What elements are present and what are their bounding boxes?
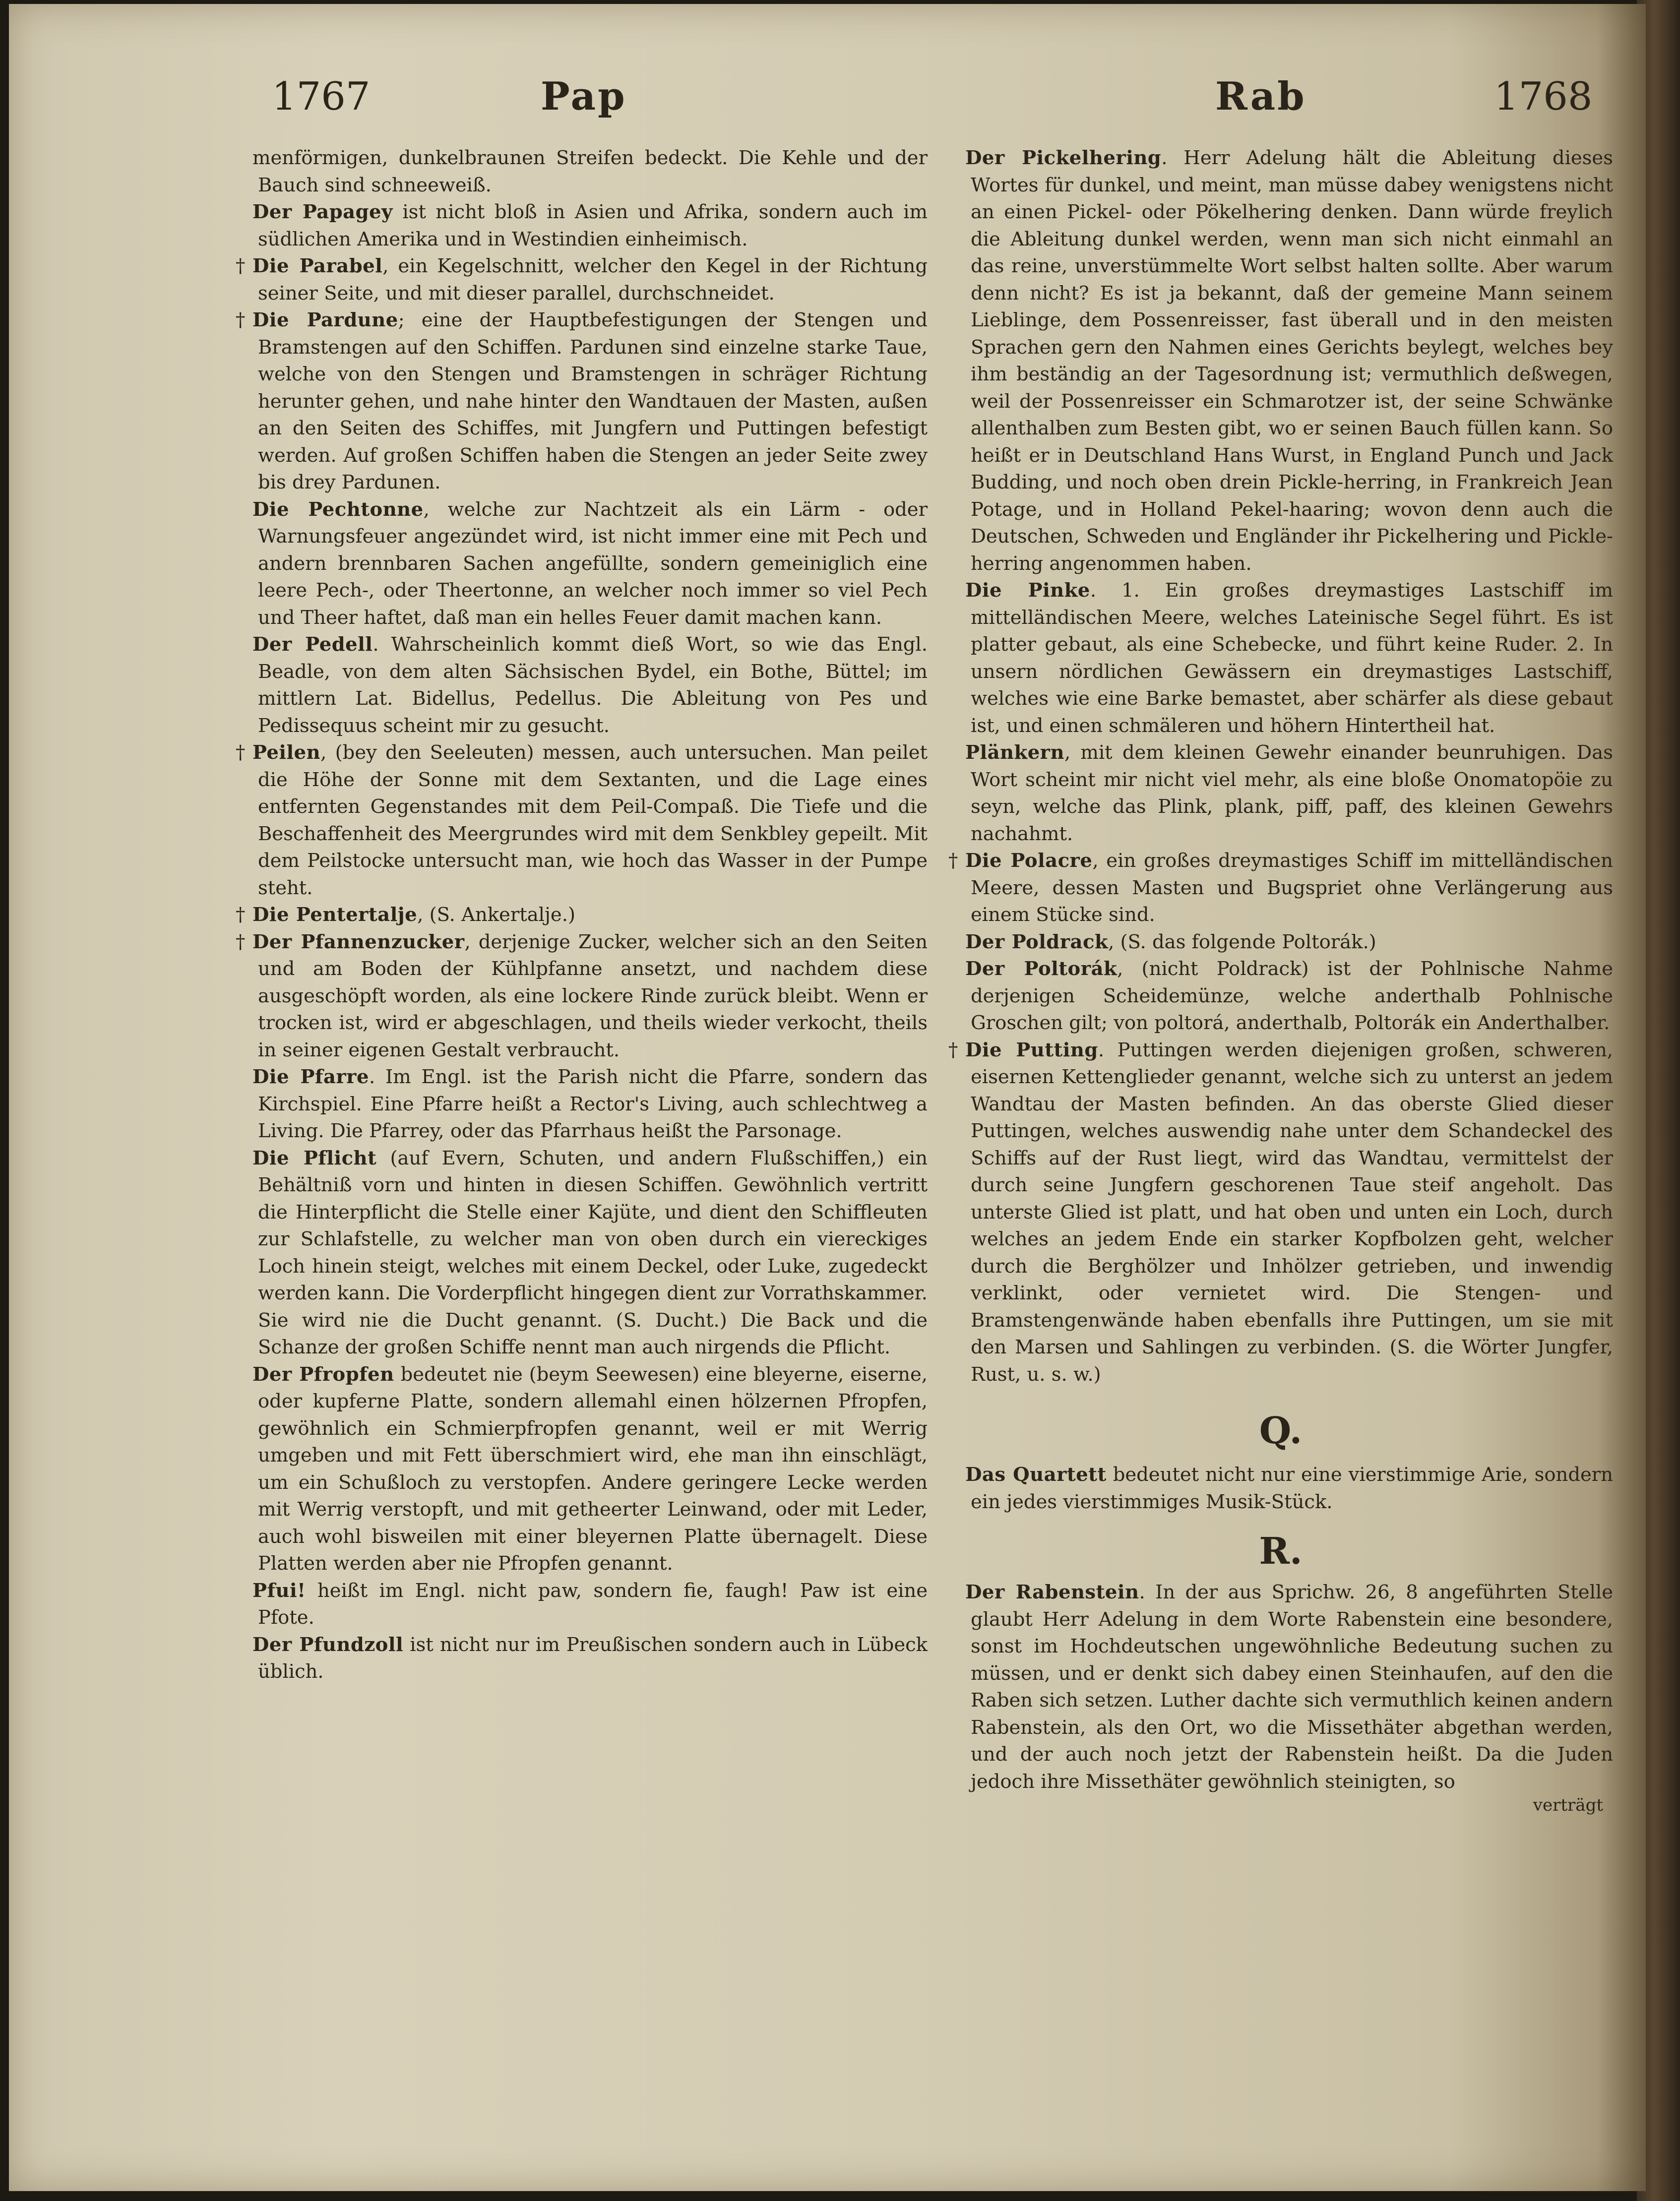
entry-text: , (nicht Poldrack) ist der Pohlnische Nahme derjenigen Scheidemünze, welche anderthalb Pohlnische Groschen gilt; von poltorá, anderthalb, Poltorák ein Anderthalber. — [971, 958, 1613, 1034]
entry-text: . Wahrscheinlich kommt dieß Wort, so wie das Engl. Beadle, von dem alten Sächsischen Bydel, ein Bothe, Büttel; im mittlern Lat. Bidellus, Pedellus. Die Ableitung von Pes und Pedissequus scheint mir zu gesucht. — [258, 633, 928, 737]
entry-headword: Die Parabel — [252, 255, 383, 277]
left-running-head: Pap — [541, 74, 627, 119]
entry-text: ; eine der Hauptbefestigungen der Stengen und Bramstengen auf den Schiffen. Pardunen sind einzelne starke Taue, welche von den Stengen und Bramstengen in schräger Richtung herunter gehen, und nahe hinter den Wandtauen der Masten, außen an den Seiten des Schiffes, mit Jungfern und Puttingen befestigt werden. Auf großen Schiffen haben die Stengen an jeder Seite zwey bis drey Pardunen. — [258, 309, 928, 493]
entry-text: . In der aus Sprichw. 26, 8 angeführten Stelle glaubt Herr Adelung in dem Worte Rabenstein eine besondere, sonst im Hochdeutschen ungewöhnliche Bedeutung suchen zu müssen, und er denkt sich dabey einen Steinhaufen, auf den die Raben sich setzen. Luther dachte sich vermuthlich keinen andern Rabenstein, als den Ort, wo die Missethäter abgethan werden, und der auch noch jetzt der Rabenstein heißt. Da die Juden jedoch ihre Missethäter gewöhnlich steinigten, so — [971, 1581, 1614, 1793]
dictionary-entry — [948, 145, 1613, 577]
entry-text: , welche zur Nachtzeit als ein Lärm - oder Warnungsfeuer angezündet wird, ist nicht immer eine mit Pech und andern brennbaren Sachen angefüllte, sondern gemeiniglich eine leere Pech-, oder Theertonne, an welcher noch immer so viel Pech und Theer haftet, daß man ein helles Feuer damit machen kann. — [258, 498, 928, 629]
entry-text: . Herr Adelung hält die Ableitung dieses Wortes für dunkel, und meint, man müsse dabey wenigstens nicht an einen Pickel- oder Pökelhering denken. Dann würde freylich die Ableitung dunkel werden, wenn man sich nicht einmahl an das reine, unverstümmelte Wort selbst halten sollte. Aber warum denn nicht? Es ist ja bekannt, daß der gemeine Mann seinem Lieblinge, dem Possenreisser, fast überall und in den meisten Sprachen gern den Nahmen eines Gerichts beylegt, welches bey ihm beständig an der Tagesordnung ist; vermuthlich deßwegen, weil der Possenreisser ein Schmarotzer ist, der seine Schwänke allenthalben zum Besten gibt, wo er seinen Bauch füllen kann. So heißt er in Deutschland Hans Wurst, in England Punch und Jack Budding, und noch oben drein Pickle-herring, in Frankreich Jean Potage, und in Holland Pekel-haaring; wovon denn auch die Deutschen, Schweden und Engländer ihr Pickelhering und Pickle-herring angenommen haben. — [971, 147, 1613, 575]
entry-headword: Die Pechtonne — [252, 498, 424, 521]
entry-text: . 1. Ein großes dreymastiges Lastschiff im mittelländischen Meere, welches Lateinische Segel führt. Es ist platter gebaut, als eine Schebecke, und führt keine Ruder. 2. In unsern nördlichen Gewässern ein dreymastiges Lastschiff, welches wie eine Barke bemastet, aber schärfer als diese gebaut ist, und einen schmäleren und höhern Hintertheil hat. — [971, 579, 1613, 737]
right-column-entries — [948, 145, 1613, 1388]
dagger-mark: † — [236, 930, 246, 953]
entry-headword: Die Pflicht — [252, 1147, 377, 1169]
dictionary-entry — [948, 848, 1613, 929]
entry-headword: Das Quartett — [965, 1464, 1107, 1486]
dictionary-entry — [948, 739, 1613, 848]
entry-headword: Die Pinke — [965, 579, 1090, 602]
entry-headword: Die Pentertalje — [252, 904, 418, 926]
entry-headword: Die Polacre — [965, 850, 1093, 872]
entry-text: , ein großes dreymastiges Schiff im mittelländischen Meere, dessen Masten und Bugspriet ohne Verlängerung aus einem Stücke sind. — [971, 850, 1613, 926]
catchword: verträgt — [1533, 1795, 1603, 1815]
entry-headword: Der Pickelhering — [965, 147, 1162, 169]
right-page-number: 1768 — [1494, 74, 1593, 119]
left-column — [236, 145, 928, 1686]
dictionary-entry — [236, 1145, 928, 1361]
entry-quartett — [948, 1462, 1613, 1516]
entry-text: , derjenige Zucker, welcher sich an den Seiten und am Boden der Kühlpfanne ansetzt, und nachdem diese ausgeschöpft worden, als eine lockere Rinde zurück bleibt. Wenn er trocken ist, wird er abgeschlagen, und theils wieder verkocht, theils in seiner eigenen Gestalt verbraucht. — [258, 930, 928, 1061]
entry-headword: Der Poltorák — [965, 958, 1118, 980]
dagger-mark: † — [236, 309, 246, 331]
entry-headword: Der Pfundzoll — [252, 1633, 404, 1656]
entry-rabenstein — [948, 1579, 1613, 1795]
entry-text: bedeutet nie (beym Seewesen) eine bleyerne, eiserne, oder kupferne Platte, sondern allemahl einen hölzernen Pfropfen, gewöhnlich ein Schmierpfropfen genannt, weil er mit Werrig umgeben und mit Fett überschmiert wird, ehe man ihn einschlägt, um ein Schußloch zu verstopfen. Andere geringere Lecke werden mit Werrig verstopft, und mit getheerter Leinwand, oder mit Leder, auch wohl bisweilen mit einer bleyernen Platte übernagelt. Diese Platten werden aber nie Pfropfen genannt. — [258, 1363, 928, 1575]
left-page-number: 1767 — [272, 74, 371, 119]
entry-text: . Puttingen werden diejenigen großen, schweren, eisernen Kettenglieder genannt, welche sich zu unterst an jedem Wandtau der Masten befinden. An das oberste Glied dieser Puttingen, welches auswendig nahe unter dem Schandeckel des Schiffs auf der Rust liegt, wird das Wandtau, vermittelst der durch seine Jungfern geschorenen Taue steif angeholt. Das unterste Glied ist platt, und hat oben und unten ein Loch, durch welches an jedem Ende ein starker Kopfbolzen geht, welcher durch die Berghölzer und Inhölzer getrieben, und inwendig verklinkt, oder vernietet wird. Die Stengen- und Bramstengenwände haben ebenfalls ihre Puttingen, um sie mit den Marsen und Sahlingen zu verbinden. (S. die Wörter Jungfer, Rust, u. s. w.) — [971, 1039, 1613, 1386]
dictionary-entry — [236, 145, 928, 199]
dictionary-entry — [236, 1064, 928, 1145]
dictionary-entry — [236, 1361, 928, 1578]
entry-headword: Der Poldrack — [965, 930, 1109, 953]
section-letter-q: Q. — [1259, 1409, 1303, 1452]
entry-headword: Peilen — [252, 741, 321, 764]
entry-headword: Die Pfarre — [252, 1066, 369, 1088]
dictionary-entry — [948, 929, 1613, 956]
entry-text: , (S. das folgende Poltorák.) — [1108, 930, 1376, 953]
section-letter-r: R. — [1259, 1530, 1303, 1573]
dictionary-entry — [236, 631, 928, 739]
entry-text: ist nicht bloß in Asien und Afrika, sondern auch im südlichen Amerika und in Westindien einheimisch. — [258, 201, 928, 250]
dictionary-entry — [236, 1578, 928, 1632]
entry-headword: Die Putting — [965, 1039, 1098, 1061]
entry-text: , (bey den Seeleuten) messen, auch untersuchen. Man peilet die Höhe der Sonne mit dem Sextanten, und die Lage eines entfernten Gegenstandes mit dem Peil-Compaß. Die Tiefe und die Beschaffenheit des Meergrundes wird mit dem Senkbley gepeilt. Mit dem Peilstocke untersucht man, wie hoch das Wasser in der Pumpe steht. — [258, 741, 928, 899]
dictionary-entry — [236, 307, 928, 496]
dagger-mark: † — [236, 255, 246, 277]
entry-text: bedeutet nicht nur eine vierstimmige Arie, sondern ein jedes vierstimmiges Musik-Stück. — [971, 1464, 1613, 1513]
entry-headword: Der Pedell — [252, 633, 373, 656]
entry-headword: Plänkern — [965, 741, 1064, 764]
dictionary-entry — [236, 199, 928, 253]
right-running-head: Rab — [1215, 74, 1307, 119]
entry-headword: Die Pardune — [252, 309, 398, 331]
dictionary-entry — [948, 956, 1613, 1037]
entry-text: heißt im Engl. nicht paw, sondern fie, faugh! Paw ist eine Pfote. — [258, 1579, 928, 1629]
entry-text: , ein Kegelschnitt, welcher den Kegel in der Richtung seiner Seite, und mit dieser parallel, durchschneidet. — [258, 255, 928, 305]
entry-text: menförmigen, dunkelbraunen Streifen bedeckt. Die Kehle und der Bauch sind schneeweiß. — [252, 147, 928, 196]
entry-headword: Der Papagey — [252, 201, 393, 223]
dagger-mark: † — [236, 904, 246, 926]
dagger-mark: † — [948, 850, 958, 872]
dictionary-entry — [948, 1037, 1613, 1389]
dagger-mark: † — [948, 1039, 958, 1061]
dictionary-entry — [236, 902, 928, 929]
dictionary-entry — [236, 739, 928, 902]
dictionary-entry — [236, 496, 928, 632]
dictionary-entry — [948, 577, 1613, 739]
dictionary-entry — [236, 253, 928, 307]
entry-headword: Der Pfropfen — [252, 1363, 394, 1386]
dictionary-entry — [236, 929, 928, 1064]
entry-headword: Der Pfannenzucker — [252, 930, 465, 953]
dagger-mark: † — [236, 741, 246, 764]
entry-headword: Der Rabenstein — [965, 1581, 1139, 1603]
entry-text: ist nicht nur im Preußischen sondern auch in Lübeck üblich. — [258, 1633, 928, 1683]
dictionary-entry — [236, 1632, 928, 1686]
entry-headword: Pfui! — [252, 1579, 306, 1602]
entry-text: . Im Engl. ist the Parish nicht die Pfarre, sondern das Kirchspiel. Eine Pfarre heißt a Rector's Living, auch schlechtweg a Living. Die Pfarrey, oder das Pfarrhaus heißt the Parsonage. — [258, 1066, 928, 1142]
entry-text: (auf Evern, Schuten, und andern Flußschiffen,) ein Behältniß vorn und hinten in diesen Schiffen. Gewöhnlich vertritt die Hinterpflicht die Stelle einer Kajüte, und dient den Schiffleuten zur Schlafstelle, zu welcher man von oben durch ein viereckiges Loch hinein steigt, welches mit einem Deckel, oder Luke, zugedeckt werden kann. Die Vorderpflicht hingegen dient zur Vorrathskammer. Sie wird nie die Ducht genannt. (S. Ducht.) Die Back und die Schanze der großen Schiffe nennt man auch nirgends die Pflicht. — [258, 1147, 928, 1358]
entry-text: , mit dem kleinen Gewehr einander beunruhigen. Das Wort scheint mir nicht viel mehr, als eine bloße Onomatopöie zu seyn, welche das Plink, plank, piff, paff, des kleinen Gewehrs nachahmt. — [971, 741, 1613, 845]
right-column — [948, 145, 1613, 1815]
entry-text: , (S. Ankertalje.) — [417, 904, 575, 926]
